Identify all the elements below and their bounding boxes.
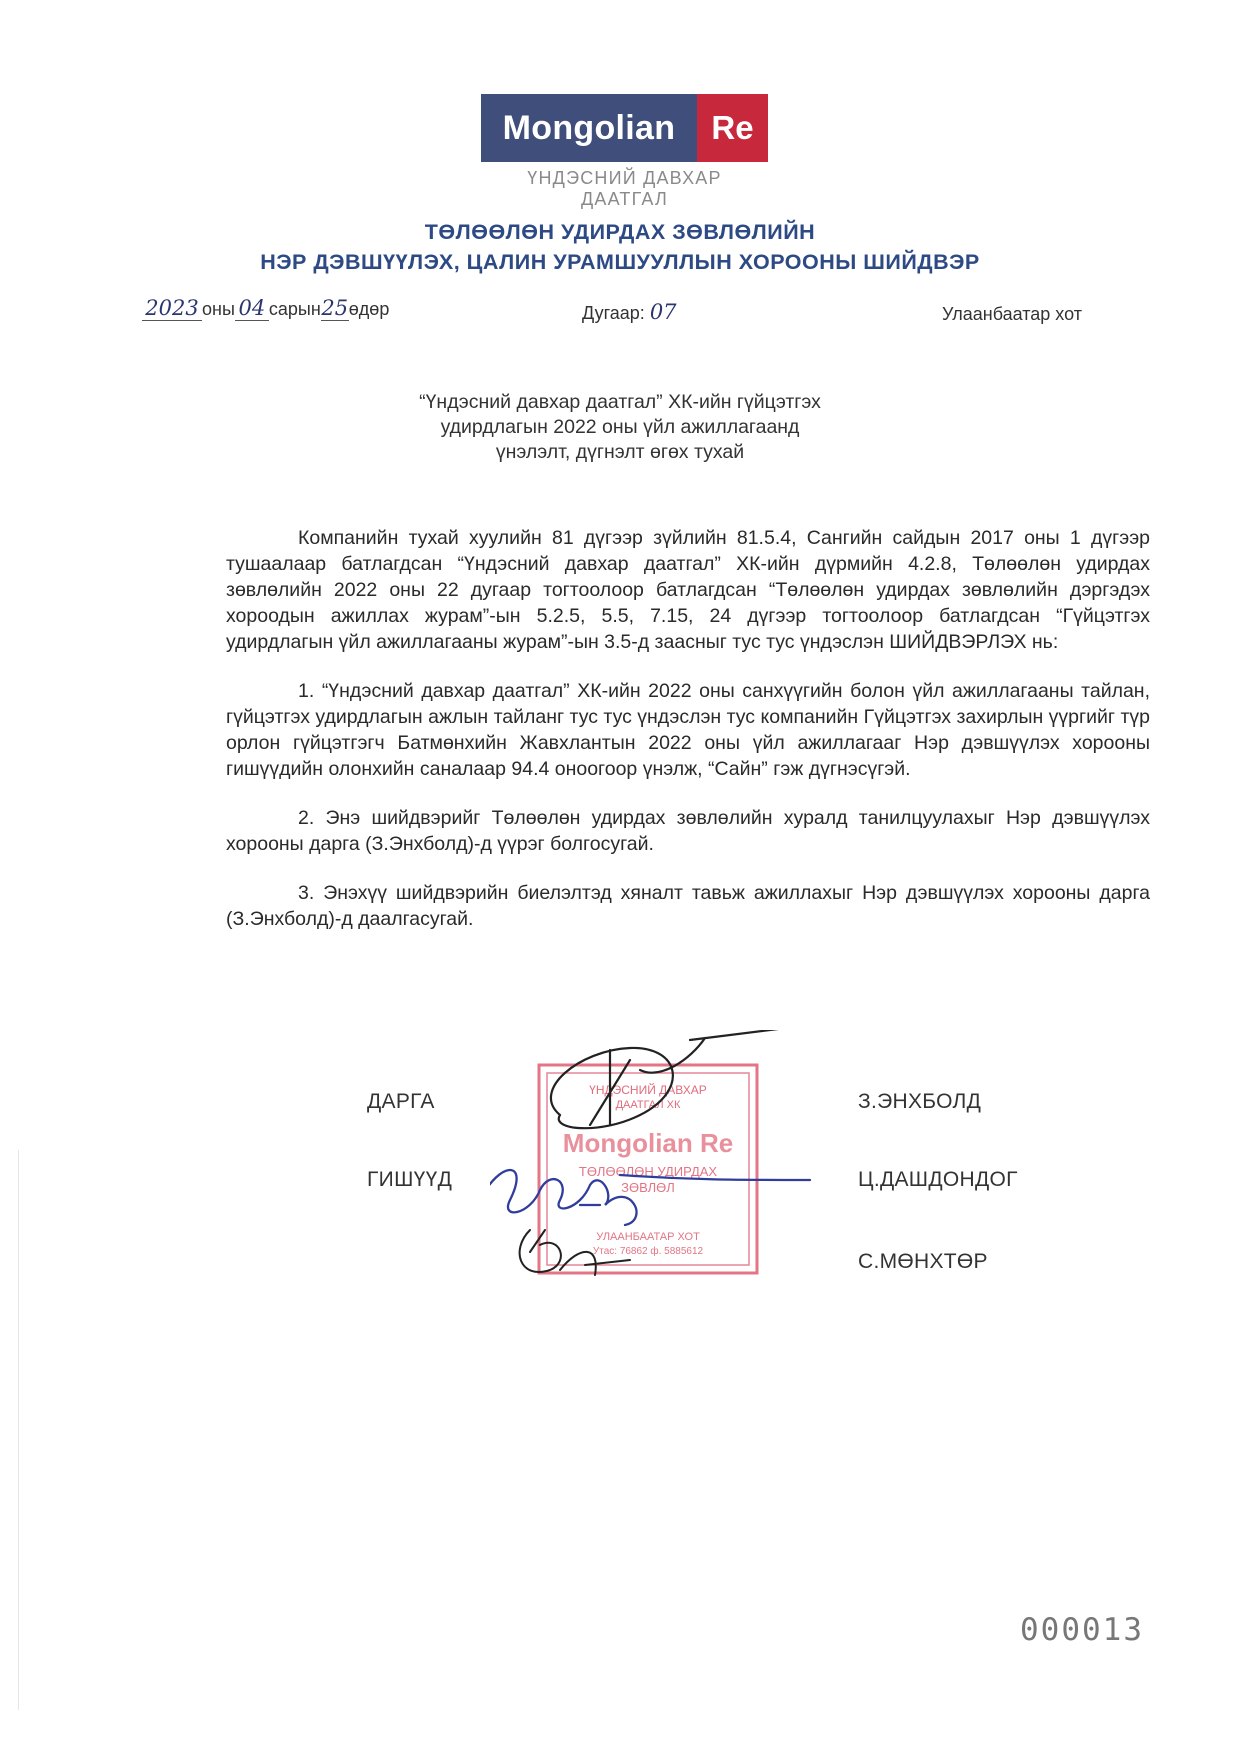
document-heading-line2: НЭР ДЭВШҮҮЛЭХ, ЦАЛИН УРАМШУУЛЛЫН ХОРООНЫ ШИЙДВЭР [260, 250, 980, 274]
number-label: Дугаар: [582, 303, 645, 323]
date-year: 2023 [142, 296, 202, 321]
body-intro: Компанийн тухай хуулийн 81 дүгээр зүйлийн 81.5.4, Сангийн сайдын 2017 оны 1 дүгээр тушаалаар батлагдсан “Үндэсний давхар даатгал” ХК-ийн дүрмийн 4.2.8, Төлөөлөн удирдах зөвлөлийн 2022 оны 22 дугаар тогтоолоор батлагдсан “Төлөөлөн удирдах зөвлөлийн дэргэдэх хороодын ажиллах журам”-ын 5.2.5, 5.5, 7.15, 24 дүгээр тогтоолоор батлагдсан “Гүйцэтгэх удирдлагын үйл ажиллагааны журам”-ын 3.5-д заасныг тус тус үндэслэн ШИЙДВЭРЛЭХ нь: [226, 527, 1150, 653]
stamp-bottom2: Утас: 76862 ф. 5885612 [592, 1246, 704, 1257]
date-day-suffix: өдөр [348, 299, 390, 319]
stamp-middle2: ЗӨВЛӨЛ [621, 1180, 675, 1195]
subject-line2: удирдлагын 2022 оны үйл ажиллагаанд [440, 416, 800, 438]
scan-edge-line [18, 1150, 19, 1710]
stamp-top-text2: ДААТГАЛ ХК [615, 1099, 681, 1111]
date-day: 25 [321, 296, 349, 320]
document-body [226, 525, 1150, 955]
document-subject [370, 390, 870, 465]
member2-name: С.МӨНХТӨР [858, 1250, 988, 1273]
subject-line1: “Үндэсний давхар даатгал” ХК-ийн гүйцэтгэх [419, 391, 821, 413]
chair-name: З.ЭНХБОЛД [858, 1090, 982, 1113]
company-logo [481, 94, 768, 162]
member1-name: Ц.ДАШДОНДОГ [858, 1168, 1018, 1191]
stamp-brand: Mongolian Re [562, 1128, 734, 1158]
logo-brand-main: Mongolian [481, 94, 697, 162]
serial-number: 000013 [1020, 1612, 1144, 1648]
date-month: 04 [235, 296, 269, 321]
stamp-top-text: ҮНДЭСНИЙ ДАВХАР [589, 1083, 707, 1097]
document-number [582, 300, 677, 324]
stamp-middle: ТӨЛӨӨЛӨН УДИРДАХ [578, 1164, 718, 1179]
members-label: ГИШҮҮД [367, 1168, 453, 1191]
document-heading-line1: ТӨЛӨӨЛӨН УДИРДАХ ЗӨВЛӨЛИЙН [424, 220, 816, 244]
body-item-1: 1. “Үндэсний давхар даатгал” ХК-ийн 2022 оны санхүүгийн болон үйл ажиллагааны тайлан, гүйцэтгэх удирдлагын ажлын тайланг тус тус үндэслэн тус компанийн Гүйцэтгэх захирлын үүргийг түр орлон гүйцэтгэгч Батмөнхийн Жавхлантын 2022 оны үйл ажиллагааг Нэр дэвшүүлэх хорооны гишүүдийн олонхийн саналаар 94.4 оноогоор үнэлж, “Сайн” гэж дүгнэсүгэй. [226, 680, 1150, 780]
document-date [142, 296, 389, 321]
body-item-3: 3. Энэхүү шийдвэрийн биелэлтэд хяналт тавьж ажиллахыг Нэр дэвшүүлэх хорооны дарга (З.Энхболд)-д даалгасугай. [226, 882, 1150, 930]
date-year-suffix: оны [202, 299, 235, 319]
handwritten-signatures [490, 1030, 850, 1290]
chair-label: ДАРГА [367, 1090, 435, 1113]
body-item-2: 2. Энэ шийдвэрийг Төлөөлөн удирдах зөвлөлийн хуралд танилцуулахыг Нэр дэвшүүлэх хорооны дарга (З.Энхболд)-д үүрэг болгосугай. [226, 807, 1150, 855]
logo-brand-accent: Re [697, 94, 768, 162]
number-value: 07 [649, 300, 677, 324]
document-city: Улаанбаатар хот [942, 304, 1082, 324]
stamp-bottom: УЛААНБААТАР ХОТ [596, 1231, 700, 1243]
date-month-suffix: сарын [268, 299, 321, 319]
logo-subtitle: ҮНДЭСНИЙ ДАВХАР ДААТГАЛ [527, 168, 722, 209]
subject-line3: үнэлэлт, дүгнэлт өгөх тухай [495, 441, 745, 463]
